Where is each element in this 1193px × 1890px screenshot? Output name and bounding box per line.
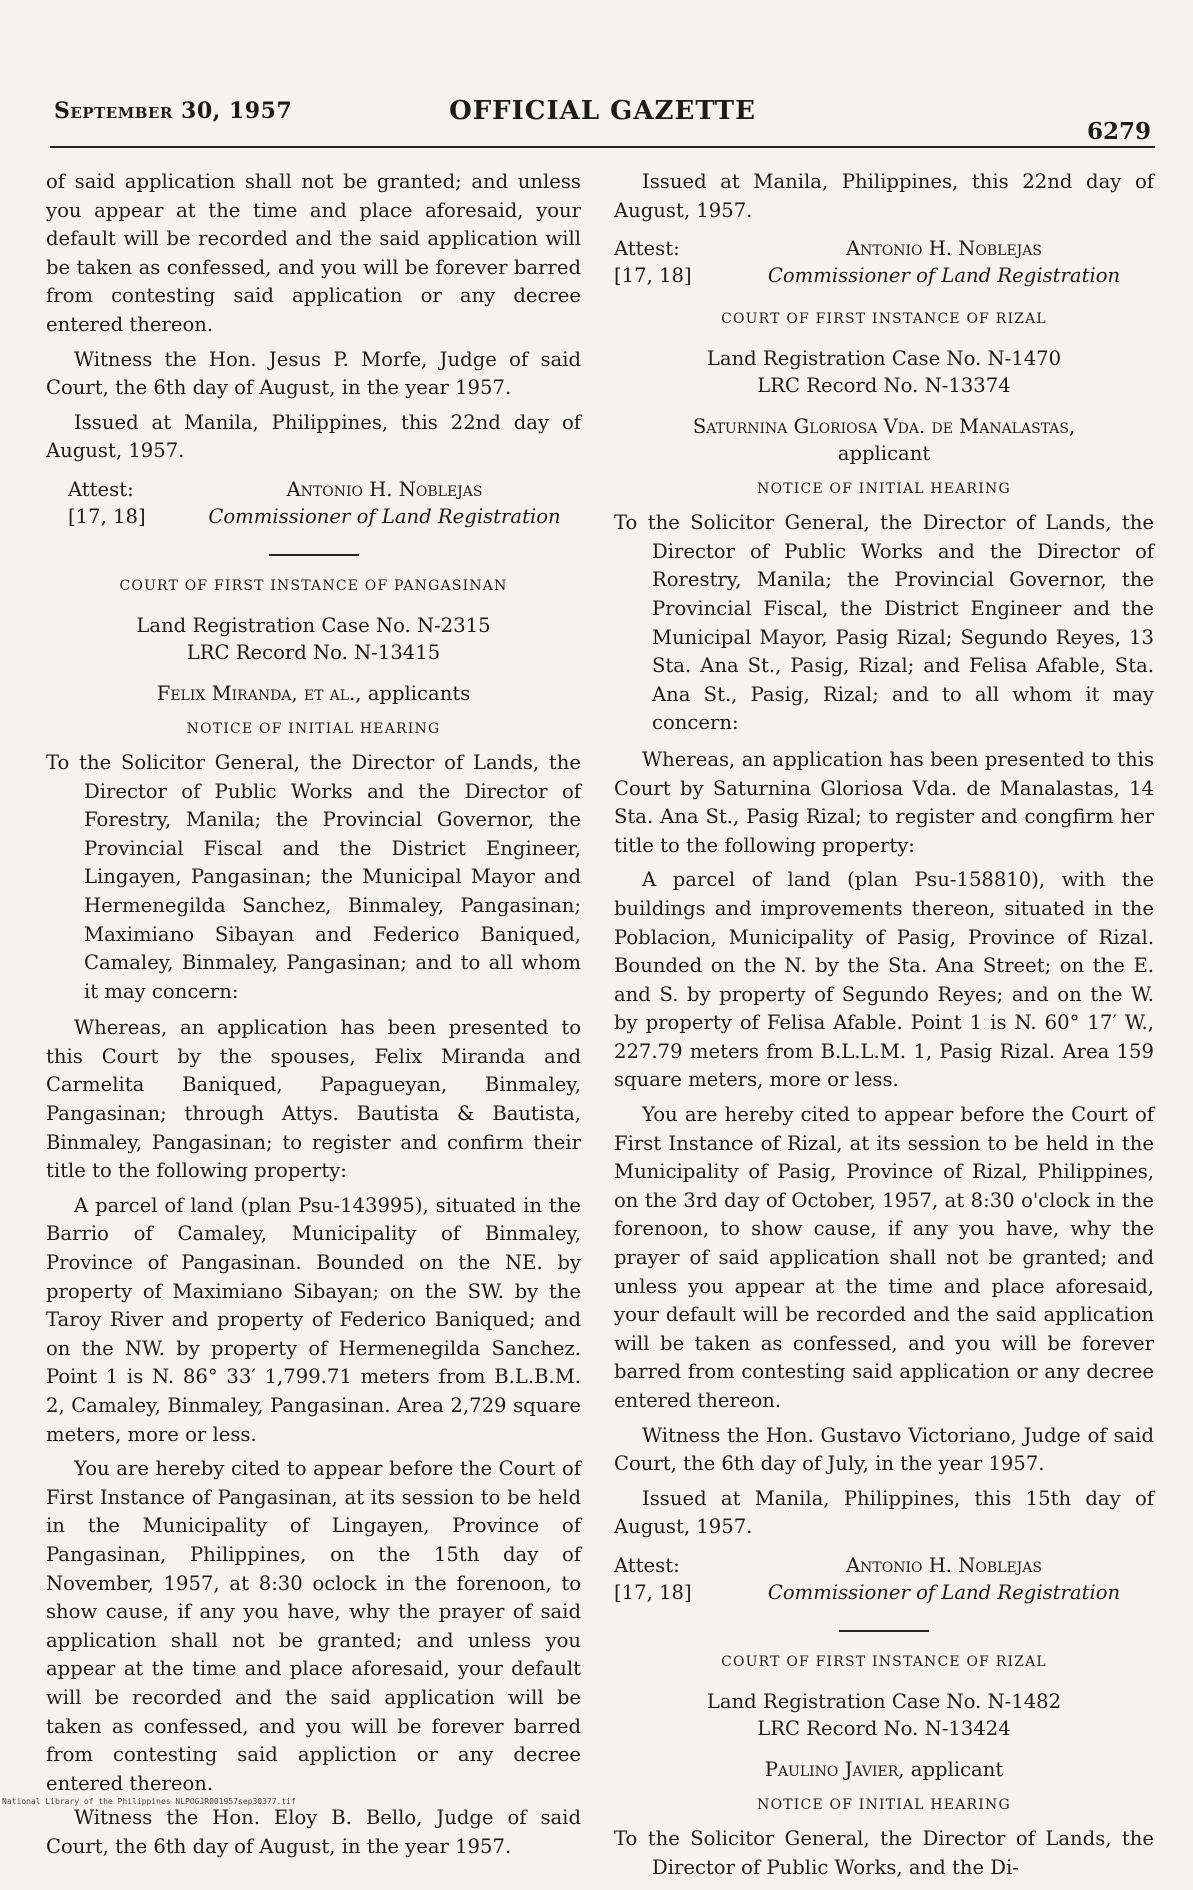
attest-office: Commissioner of Land Registration <box>208 504 561 528</box>
court-heading: COURT OF FIRST INSTANCE OF PANGASINAN <box>119 577 508 594</box>
attest-label: Attest: <box>614 237 680 261</box>
page-number: 6279 <box>1086 118 1151 145</box>
addressee-paragraph: To the Solicitor General, the Director of Lands, the Director of Public Works and the Director of Forestry, Manila; the Provincial Governor, the Provincial Fiscal and the District Engineer, Lingayen, Pangasinan; the Municipal Mayor and Hermenegilda Sanchez, Binmaley, Pangasinan; Maximiano Sibayan and Federico Baniqued, Camaley, Binmaley, Pangasinan; and to all whom it may concern: <box>46 750 581 1003</box>
attest-block-2 <box>614 1552 1154 1606</box>
left-column <box>46 168 581 1868</box>
witness-paragraph-2: Witness the Hon. Eloy B. Bello, Judge of said Court, the 6th day of August, in the year 1957. <box>46 1806 581 1858</box>
header-rule <box>50 146 1155 148</box>
attest-ref: [17, 18] <box>68 504 146 528</box>
attest-label: Attest: <box>614 1553 680 1577</box>
case-number: Land Registration Case No. N-1482 <box>706 1689 1062 1713</box>
issued-paragraph: Issued at Manila, Philippines, this 22nd day of August, 1957. <box>614 170 1154 222</box>
applicant-role: applicant <box>910 1757 1004 1781</box>
addressee-paragraph-2: To the Solicitor General, the Director of Lands, the Director of Public Works, and the Di- <box>614 1826 1154 1879</box>
notice-heading-2: NOTICE OF INITIAL HEARING <box>757 1796 1011 1813</box>
court-heading: COURT OF FIRST INSTANCE OF RIZAL <box>721 311 1047 328</box>
cited-paragraph: You are hereby cited to appear before the Court of First Instance of Rizal, at its session to be held in the Municipality of Pasig, Province of Rizal, Philippines, on the 3rd day of October, 1957, at 8:30 o'clock in the forenoon, to show cause, if any you have, why the prayer of said application shall not be granted; and unless you appear at the time and place aforesaid, your default will be recorded and the said application will be taken as confessed, and you will be forever barred from contesting said application or any decree entered thereon. <box>614 1103 1154 1412</box>
attest-block <box>614 235 1154 289</box>
applicant-line-2 <box>614 1756 1154 1783</box>
whereas-paragraph: Whereas, an application has been presented to this Court by the spouses, Felix Miranda and Carmelita Baniqued, Papagueyan, Binmaley, Pangasinan; through Attys. Bautista & Bautista, Binmaley, Pangasinan; to register and confirm their title to the following property: <box>46 1016 581 1183</box>
attest-office: Commissioner of Land Registration <box>767 264 1121 288</box>
court-heading-2: COURT OF FIRST INSTANCE OF RIZAL <box>721 1653 1047 1670</box>
right-column <box>614 168 1154 1890</box>
case-numbers-2 <box>614 1688 1154 1742</box>
attest-block <box>46 476 581 530</box>
applicant-role: applicants <box>367 681 471 705</box>
issued-paragraph-2: Issued at Manila, Philippines, this 15th day of August, 1957. <box>614 1486 1154 1539</box>
page-header <box>50 92 1155 145</box>
case-number: Land Registration Case No. N-1470 <box>706 347 1062 371</box>
witness-paragraph: Witness the Hon. Gustavo Victoriano, Judge of said Court, the 6th day of July, in the year 1957. <box>614 1423 1154 1476</box>
section-divider <box>839 1630 929 1632</box>
applicant-name: Felix Miranda, et al., <box>156 681 362 705</box>
attest-ref: [17, 18] <box>614 1580 692 1604</box>
lrc-record: LRC Record No. N-13374 <box>757 374 1011 398</box>
applicant-line <box>46 680 581 707</box>
publication-title: OFFICIAL GAZETTE <box>449 96 756 126</box>
attest-name: Antonio H. Noblejas <box>846 1553 1042 1577</box>
attest-office: Commissioner of Land Registration <box>767 1580 1121 1604</box>
parcel-paragraph: A parcel of land (plan Psu-158810), with the buildings and improvements thereon, situated in the Poblacion, Municipality of Pasig, Province of Rizal. Bounded on the N. by the Sta. Ana Street; on the E. and S. by property of Segundo Reyes; and on the W. by property of Felisa Afable. Point 1 is N. 60° 17′ W., 227.79 meters from B.L.L.M. 1, Pasig Rizal. Area 159 square meters, more or less. <box>614 868 1154 1092</box>
issued-paragraph: Issued at Manila, Philippines, this 22nd day of August, 1957. <box>46 410 581 463</box>
section-divider <box>269 554 359 556</box>
case-number: Land Registration Case No. N-2315 <box>136 613 491 637</box>
witness-paragraph: Witness the Hon. Jesus P. Morfe, Judge of said Court, the 6th day of August, in the year 1957. <box>46 347 581 400</box>
case-numbers <box>614 345 1154 399</box>
attest-name: Antonio H. Noblejas <box>846 237 1042 261</box>
issue-date: September 30, 1957 <box>54 98 293 124</box>
notice-heading: NOTICE OF INITIAL HEARING <box>757 481 1011 498</box>
cited-paragraph: You are hereby cited to appear before the Court of First Instance of Pangasinan, at its session to be held in the Municipality of Lingayen, Province of Pangasinan, Philippines, on the 15th day of November, 1957, at 8:30 oclock in the forenoon, to show cause, if any you have, why the prayer of said application shall not be granted; and unless you appear at the time and place aforesaid, your default will be recorded and the said application will be taken as confessed, and you will be forever barred from contesting said appliction or any decree entered thereon. <box>46 1457 581 1795</box>
applicant-name: Paulino Javier, <box>764 1757 905 1781</box>
applicant-line <box>614 413 1154 467</box>
attest-label: Attest: <box>68 477 134 501</box>
attest-ref: [17, 18] <box>614 264 692 288</box>
case-numbers <box>46 612 581 666</box>
scan-footer: National Library of the Philippines NLPOGJR001957sep30377.tif <box>2 1797 296 1806</box>
lrc-record: LRC Record No. N-13415 <box>186 640 441 664</box>
notice-heading: NOTICE OF INITIAL HEARING <box>186 720 441 737</box>
addressee-paragraph: To the Solicitor General, the Director of Lands, the Director of Public Works and the Director of Rorestry, Manila; the Provincial Governor, the Provincial Fiscal, the District Engineer and the Municipal Mayor, Pasig Rizal; Segundo Reyes, 13 Sta. Ana St., Pasig, Rizal; and Felisa Afable, Sta. Ana St., Pasig, Rizal; and to all whom it may concern: <box>614 511 1154 735</box>
applicant-role: applicant <box>837 442 931 466</box>
whereas-paragraph: Whereas, an application has been presented to this Court by Saturnina Gloriosa Vda. de Manalastas, 14 Sta. Ana St., Pasig Rizal; to register and congfirm her title to the following property: <box>614 747 1154 857</box>
continued-paragraph: of said application shall not be granted; and unless you appear at the time and place aforesaid, your default will be recorded and the said application will be taken as confessed, and you will be forever barred from contesting said application or any decree entered thereon. <box>46 170 581 336</box>
attest-name: Antonio H. Noblejas <box>286 477 483 501</box>
applicant-name: Saturnina Gloriosa Vda. de Manalastas, <box>692 415 1076 439</box>
parcel-paragraph: A parcel of land (plan Psu-143995), situated in the Barrio of Camaley, Municipality of Binmaley, Province of Pangasinan. Bounded on the NE. by property of Maximiano Sibayan; on the SW. by the Taroy River and property of Federico Baniqued; and on the NW. by property of Hermenegilda Sanchez. Point 1 is N. 86° 33′ 1,799.71 meters from B.L.B.M. 2, Camaley, Binmaley, Pangasinan. Area 2,729 square meters, more or less. <box>46 1193 581 1446</box>
lrc-record: LRC Record No. N-13424 <box>757 1716 1011 1740</box>
